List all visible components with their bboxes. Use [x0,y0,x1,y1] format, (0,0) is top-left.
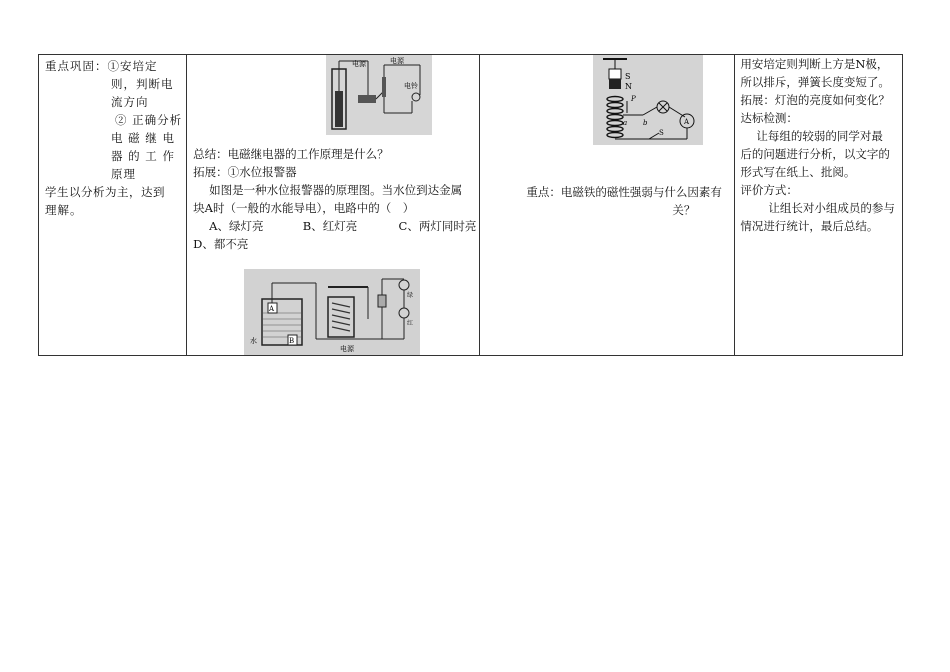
key-question-line: 关？ [672,203,696,217]
water-alarm-figure [244,269,420,355]
key-points-line: ② 正确分析 [115,113,183,127]
assessment-line: 让每组的较弱的同学对最 [756,129,883,143]
question-line: 如图是一种水位报警器的原理图。当水位到达金属 [209,183,463,197]
extension-question: 拓展：灯泡的亮度如何变化？ [740,93,890,107]
bell-label: 电铃 [404,82,419,90]
option-a: A、绿灯亮 [209,219,264,233]
electromagnet-cell [480,55,735,356]
point-a-label: a [623,119,628,127]
key-points-line: 则，判断电 [111,77,174,91]
ammeter-label: A [684,118,690,126]
key-question-line: 重点：电磁铁的磁性强弱与什么因素有 [526,185,722,199]
green-lamp-label: 绿 [407,292,414,299]
key-points-line: 器 的 工 作 [111,149,175,163]
slider-p-label: P [631,95,637,103]
key-points-cell [39,55,187,356]
key-points-line: 电 磁 继 电 [111,131,175,145]
relay-circuit-figure [326,55,432,135]
answer-line: 用安培定则判断上方是N极， [740,57,889,71]
water-label: 水 [250,337,258,345]
key-points-line: 重点巩固：①安培定 [45,59,158,73]
summary-question: 总结：电磁继电器的工作原理是什么？ [193,147,389,161]
extension-heading: 拓展：①水位报警器 [193,165,297,179]
block-b-label: B [289,337,295,345]
evaluation-heading: 评价方式： [740,183,798,197]
relay-cell [187,55,480,356]
switch-s-label: S [659,129,665,137]
assessment-heading: 达标检测： [740,111,798,125]
assessment-line: 形式写在纸上、批阅。 [740,165,856,179]
question-line: 块A时（一般的水能导电），电路中的（ ） [193,201,415,215]
options-row [193,217,476,235]
power-label-1: 电源 [352,60,367,68]
pole-n-label: N [625,82,633,91]
point-b-label: b [643,119,648,127]
student-goal-line: 学生以分析为主，达到 [45,185,165,199]
lesson-plan-table [38,54,903,356]
evaluation-cell [735,55,903,356]
option-d: D、都不亮 [193,237,249,251]
assessment-line: 后的问题进行分析，以文字的 [740,147,890,161]
block-a-label: A [269,305,275,313]
key-points-line: 流方向 [111,95,149,109]
evaluation-line: 让组长对小组成员的参与 [768,201,895,215]
key-points-line: 原理 [111,167,136,181]
option-c: C、两灯同时亮 [398,219,477,233]
option-b: B、红灯亮 [302,219,358,233]
student-goal-line: 理解。 [45,203,83,217]
evaluation-line: 情况进行统计，最后总结。 [740,219,879,233]
electromagnet-figure [593,55,703,145]
red-lamp-label: 红 [407,320,414,327]
pole-s-label: S [625,72,631,81]
power-label: 电源 [340,345,355,353]
power-label-2: 电源 [390,57,405,65]
answer-line: 所以排斥，弹簧长度变短了。 [740,75,890,89]
